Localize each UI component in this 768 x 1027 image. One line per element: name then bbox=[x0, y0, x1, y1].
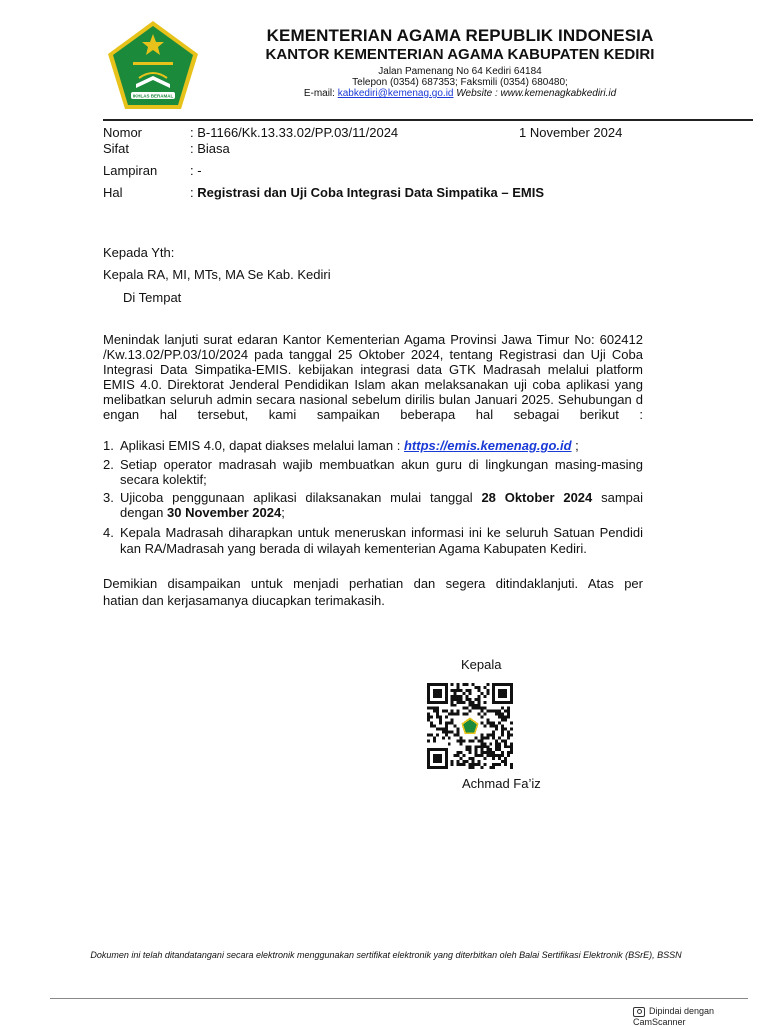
lampiran-label: Lampiran bbox=[103, 163, 158, 178]
letterhead-title: KEMENTERIAN AGAMA REPUBLIK INDONESIA bbox=[266, 26, 654, 45]
closing-line-1: Demikian disampaikan untuk menjadi perhatian dan segera ditindaklanjuti. Atas per bbox=[103, 576, 643, 591]
ministry-logo bbox=[103, 18, 203, 118]
letterhead-subtitle: KANTOR KEMENTERIAN AGAMA KABUPATEN KEDIRI bbox=[265, 46, 655, 63]
list-item-3-text-c: sampai bbox=[592, 490, 643, 505]
body-line-4: EMIS 4.0. Direktorat Jenderal Pendidikan Islam akan melaksanakan uji coba aplikasi yang bbox=[103, 377, 643, 392]
body-line-3: Integrasi Data Simpatika-EMIS. kebijakan integrasi data GTK Madrasah melalui platform bbox=[103, 362, 643, 377]
website-text: Website : www.kemenagkabkediri.id bbox=[453, 88, 617, 99]
body-line-1: Menindak lanjuti surat edaran Kantor Kementerian Agama Provinsi Jawa Timur No: 602412 bbox=[103, 332, 643, 347]
body-line-2: /Kw.13.02/PP.03/10/2024 pada tanggal 25 Oktober 2024, tentang Registrasi dan Uji Coba bbox=[103, 347, 643, 362]
camscanner-text: Dipindai dengan CamScanner bbox=[633, 1006, 715, 1027]
hal-value: Registrasi dan Uji Coba Integrasi Data Simpatika – EMIS bbox=[197, 185, 545, 200]
nomor-value: : B-1166/Kk.13.33.02/PP.03/11/2024 bbox=[190, 125, 399, 140]
hal-row bbox=[190, 185, 544, 200]
list-item-3-line-1 bbox=[120, 490, 643, 506]
closing-line-2: hatian dan kerjasamanya diucapkan terimakasih. bbox=[103, 593, 385, 608]
list-item-3-end-date: 30 November 2024 bbox=[167, 505, 282, 520]
letterhead-phone: Telepon (0354) 687353; Faksmili (0354) 680480; bbox=[352, 77, 568, 88]
list-item-3-line-2 bbox=[120, 505, 643, 521]
signer-name: Achmad Fa’iz bbox=[462, 776, 541, 791]
list-item-3-text-e: ; bbox=[281, 505, 285, 520]
nomor-label: Nomor bbox=[103, 125, 143, 140]
letterhead-address: Jalan Pamenang No 64 Kediri 64184 bbox=[378, 66, 542, 77]
email-link[interactable]: kabkediri@kemenag.go.id bbox=[337, 88, 454, 99]
emis-link[interactable]: https://emis.kemenag.go.id bbox=[403, 438, 572, 453]
hal-colon: : bbox=[190, 185, 194, 200]
list-number-3: 3. bbox=[103, 490, 114, 505]
list-item-1-text: Aplikasi EMIS 4.0, dapat diakses melalui laman : bbox=[120, 438, 404, 453]
list-item-4-line-2: kan RA/Madrasah yang berada di wilayah kementerian Agama Kabupaten Kediri. bbox=[120, 541, 587, 556]
list-item-3-text-a: Ujicoba penggunaan aplikasi dilaksanakan mulai tanggal bbox=[120, 490, 482, 505]
body-line-5: melibatkan seluruh admin secara nasional sebelum dirilis bulan Januari 2025. Sehubungan d bbox=[103, 392, 643, 407]
letterhead-contact bbox=[230, 88, 690, 99]
body-line-6: engan hal tersebut, kami sampaikan beberapa hal sebagai berikut : bbox=[103, 407, 643, 422]
recipient-name: Kepala RA, MI, MTs, MA Se Kab. Kediri bbox=[103, 267, 331, 282]
e-signature-note: Dokumen ini telah ditandatangani secara elektronik menggunakan sertifikat elektronik yang diterbitkan oleh Balai Sertifikasi Elektronik (BSrE), BSSN bbox=[90, 950, 682, 960]
letterhead-divider bbox=[103, 119, 753, 121]
list-item-3-start-date: 28 Oktober 2024 bbox=[481, 490, 593, 505]
lampiran-value: : - bbox=[190, 163, 202, 178]
letter-date: 1 November 2024 bbox=[519, 125, 623, 140]
email-label: E-mail: bbox=[303, 88, 338, 99]
list-item-1 bbox=[120, 438, 643, 454]
list-number-4: 4. bbox=[103, 525, 114, 540]
sifat-value: : Biasa bbox=[190, 141, 230, 156]
list-item-2-line-1: Setiap operator madrasah wajib membuatkan akun guru di lingkungan masing-masing bbox=[120, 457, 643, 472]
camera-icon bbox=[633, 1007, 645, 1017]
sifat-label: Sifat bbox=[103, 141, 130, 156]
list-number-1: 1. bbox=[103, 438, 114, 453]
recipient-greeting: Kepada Yth: bbox=[103, 245, 175, 260]
recipient-place: Di Tempat bbox=[123, 290, 182, 305]
list-item-4-line-1: Kepala Madrasah diharapkan untuk meneruskan informasi ini ke seluruh Satuan Pendidi bbox=[120, 525, 643, 540]
signature-title: Kepala bbox=[461, 657, 502, 672]
list-item-2-line-2: secara kolektif; bbox=[120, 472, 207, 487]
logo-banner-text: IKHLAS BERAMAL bbox=[132, 93, 174, 99]
footer-divider bbox=[50, 998, 748, 999]
hal-label: Hal bbox=[103, 185, 123, 200]
qr-code bbox=[427, 683, 513, 769]
list-number-2: 2. bbox=[103, 457, 114, 472]
list-item-1-end: ; bbox=[571, 438, 579, 453]
list-item-3-text-d: dengan bbox=[120, 505, 167, 520]
